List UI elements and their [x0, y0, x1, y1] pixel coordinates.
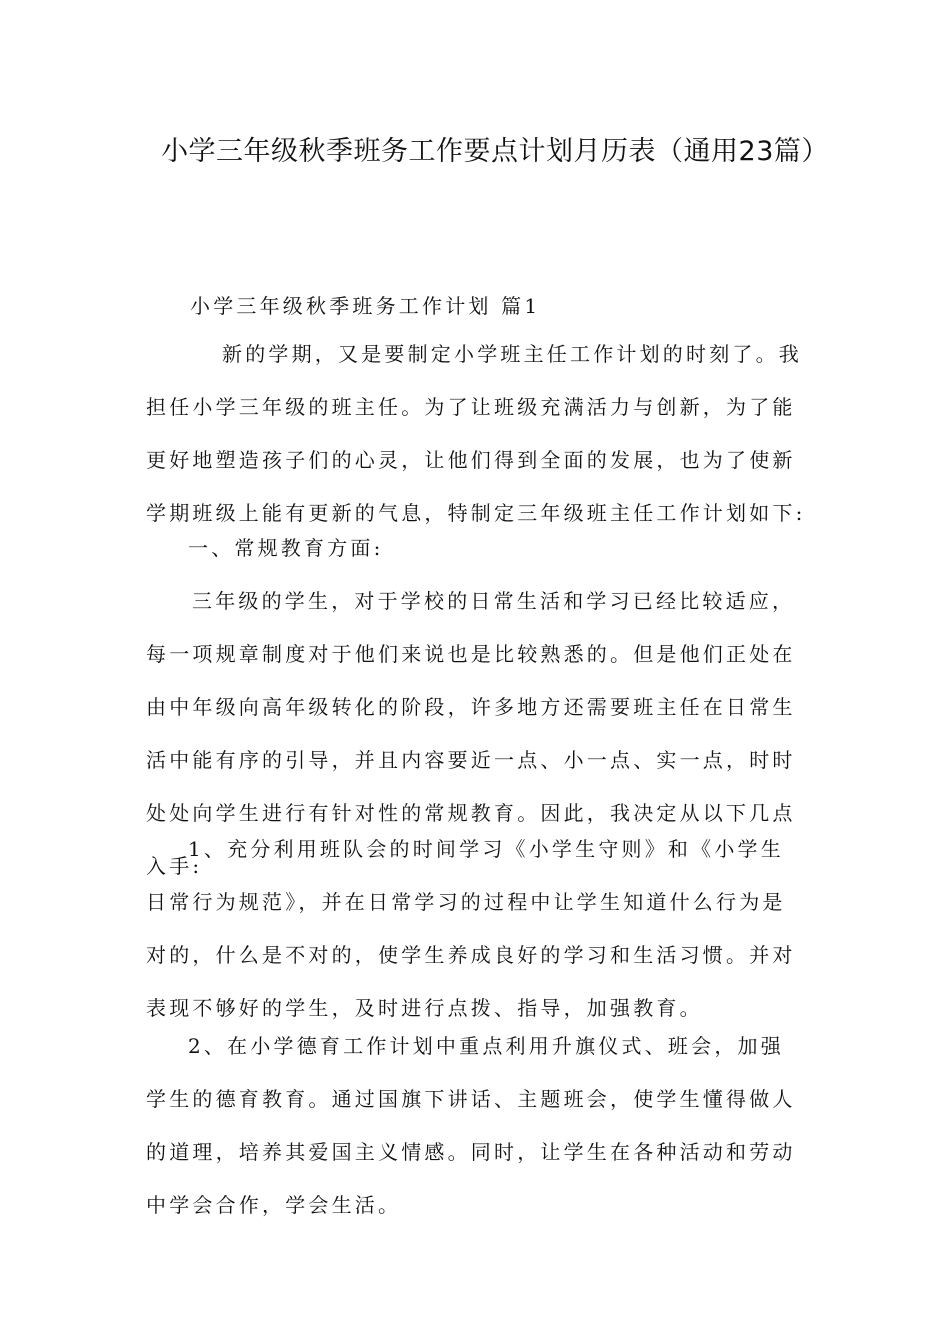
intro-paragraph: 新的学期，又是要制定小学班主任工作计划的时刻了。我担任小学三年级的班主任。为了让班级充满活力与创新，为了能更好地塑造孩子们的心灵，让他们得到全面的发展，也为了使新学期班级上能有更新的气息，特制定三年级班主任工作计划如下:: [146, 342, 806, 525]
section-subtitle: 小学三年级秋季班务工作计划 篇1: [190, 294, 541, 318]
list-item-1: 1、充分利用班队会的时间学习《小学生守则》和《小学生日常行为规范》，并在日常学习的过程中让学生知道什么行为是对的，什么是不对的，使学生养成良好的学习和生活习惯。并对表现不够好的学生，及时进行点拨、指导，加强教育。: [146, 837, 796, 1020]
section-paragraph: 三年级的学生，对于学校的日常生活和学习已经比较适应，每一项规章制度对于他们来说也是比较熟悉的。但是他们正处在由中年级向高年级转化的阶段，许多地方还需要班主任在日常生活中能有序的引导，并且内容要近一点、小一点、实一点，时时处处向学生进行有针对性的常规教育。因此，我决定从以下几点入手:: [146, 589, 796, 878]
list-item-2: 2、在小学德育工作计划中重点利用升旗仪式、班会，加强学生的德育教育。通过国旗下讲话、主题班会，使学生懂得做人的道理，培养其爱国主义情感。同时，让学生在各种活动和劳动中学会合作，学会生活。: [146, 1034, 796, 1217]
section-heading: 一、常规教育方面:: [188, 536, 384, 560]
document-title: 小学三年级秋季班务工作要点计划月历表（通用23篇）: [161, 136, 829, 167]
